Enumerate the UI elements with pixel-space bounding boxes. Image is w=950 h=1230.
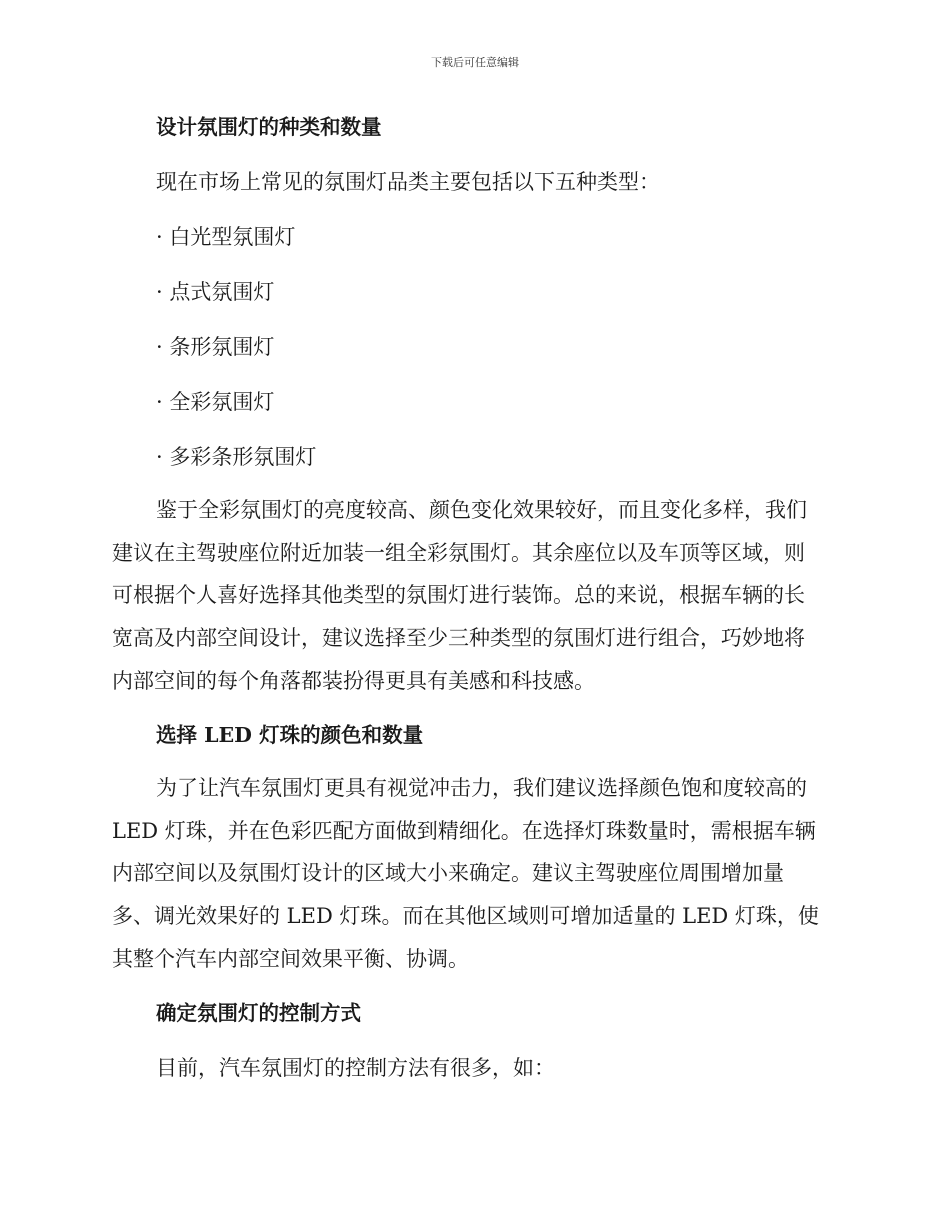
list-item: · 白光型氛围灯 — [156, 225, 296, 249]
paragraph-line: 鉴于全彩氛围灯的亮度较高、颜色变化效果较好，而且变化多样，我们 — [156, 498, 807, 522]
paragraph-line: 建议在主驾驶座位附近加装一组全彩氛围灯。其余座位以及车顶等区域，则 — [112, 541, 805, 565]
section-heading: 选择 LED 灯珠的颜色和数量 — [156, 723, 424, 747]
page-header: 下载后可任意编辑 — [431, 56, 519, 69]
paragraph-line: 宽高及内部空间设计，建议选择至少三种类型的氛围灯进行组合，巧妙地将 — [112, 626, 805, 650]
paragraph-line: 内部空间以及氛围灯设计的区域大小来确定。建议主驾驶座位周围增加量 — [112, 861, 784, 885]
list-item: · 全彩氛围灯 — [156, 390, 275, 414]
intro-text: 目前，汽车氛围灯的控制方法有很多，如： — [156, 1056, 555, 1080]
list-item: · 多彩条形氛围灯 — [156, 445, 317, 469]
paragraph-line: 可根据个人喜好选择其他类型的氛围灯进行装饰。总的来说，根据车辆的长 — [112, 583, 805, 607]
paragraph-line: 内部空间的每个角落都装扮得更具有美感和科技感。 — [112, 669, 595, 693]
list-item: · 条形氛围灯 — [156, 335, 275, 359]
intro-text: 现在市场上常见的氛围灯品类主要包括以下五种类型： — [156, 170, 660, 194]
section-heading: 设计氛围灯的种类和数量 — [156, 115, 382, 139]
paragraph-line: LED 灯珠，并在色彩匹配方面做到精细化。在选择灯珠数量时，需根据车辆 — [112, 819, 816, 843]
paragraph-line: 为了让汽车氛围灯更具有视觉冲击力，我们建议选择颜色饱和度较高的 — [156, 776, 807, 800]
section-heading: 确定氛围灯的控制方式 — [156, 1001, 361, 1025]
paragraph-line: 其整个汽车内部空间效果平衡、协调。 — [112, 947, 469, 971]
list-item: · 点式氛围灯 — [156, 280, 275, 304]
paragraph-line: 多、调光效果好的 LED 灯珠。而在其他区域则可增加适量的 LED 灯珠，使 — [112, 904, 819, 928]
